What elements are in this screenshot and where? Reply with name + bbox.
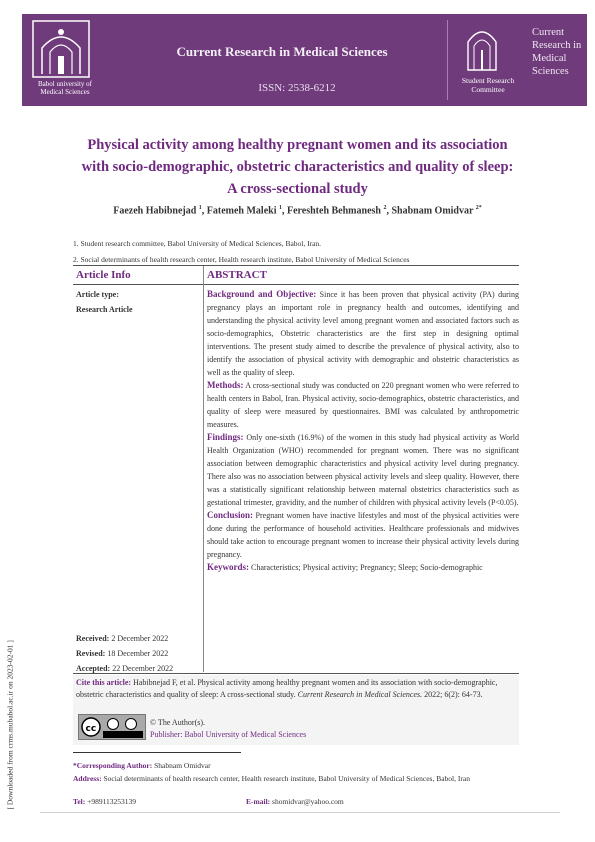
committee-logo-icon — [462, 20, 502, 72]
university-logo-icon — [30, 18, 92, 80]
tel-line: Tel: +989113253139 — [73, 797, 137, 806]
rule-head — [73, 284, 519, 285]
abstract-findings: Findings: Only one-sixth (16.9%) of the women in this study had physical activity as World Health Organization (WHO) recommended for pregnant women. There was no significant association between demographic characteristics and physical activity level during pregnancy. There also was no association between physical activity levels and sleep quality. However, there was a statistically significant relationship between maternal obstetrics characteristics such as gestational trimester, gravidity, and the number of children with physical activity levels (P<0.05). — [207, 432, 520, 507]
abstract-methods: Methods: A cross-sectional study was conducted on 220 pregnant women who were referred to health centers in Babol, Iran. Physical activity, socio-demographics, obstetric characteristics, and quality of sleep were measured by questionnaires. BMI was calculated by anthropometric measures. — [207, 380, 519, 429]
citation-text: Cite this article: Habibnejad F, et al. Physical activity among healthy pregnant women and its association with socio-demographic, obstetric characteristics and quality of sleep: A cross-sectional study. Current Research in Medical Sciences. 2022; 6(2): 64-73. — [76, 678, 498, 699]
page-bottom-rule — [40, 812, 560, 813]
article-type-label: Article type: — [76, 290, 119, 299]
email-link[interactable]: shomidvar@yahoo.com — [272, 797, 344, 806]
author: Fatemeh Maleki — [206, 205, 277, 217]
rule-bottom — [73, 673, 519, 674]
author: Faezeh Habibnejad — [113, 205, 197, 217]
article-type-value: Research Article — [76, 305, 133, 314]
download-note: [ Downloaded from crms.mubabol.ac.ir on 2023-02-01 ] — [5, 640, 15, 810]
received-date: Received: 2 December 2022 — [76, 634, 169, 643]
article-info-heading: Article Info — [76, 269, 131, 281]
column-divider — [203, 266, 204, 672]
footnote-rule — [73, 752, 241, 753]
journal-header — [22, 14, 587, 106]
abstract-background: Background and Objective: Since it has been proven that physical activity (PA) during pregnancy plays an important role in pregnancy health and outcomes, identifying and understanding the physical activity level among pregnant women and associated factors such as socio-demographics, Obstetric characteristics are the first step in designing optimal interventions. The present study aimed to describe the prevalence of physical activity, also to identify the association of physical activity with demographic and obstetric characteristics as well as the quality of sleep. — [207, 289, 520, 377]
author: Fereshteh Behmanesh — [286, 205, 381, 217]
author: Shabnam Omidvar — [391, 205, 474, 217]
journal-name-side: Current Research in Medical Sciences — [532, 27, 582, 77]
abstract-body — [207, 288, 519, 574]
affiliation-1: 1. Student research committee, Babol University of Medical Sciences, Babol, Iran. — [73, 239, 322, 248]
corresponding-author: *Corresponding Author: Shabnam Omidvar — [73, 761, 211, 770]
journal-issn: ISSN: 2538-6212 — [258, 82, 336, 94]
email-line: E-mail: shomidvar@yahoo.com — [246, 797, 344, 806]
author-list: Faezeh Habibnejad $^1$, Fatemeh Maleki $^1$, Fereshteh Behmanesh $^2$, Shabnam Omidvar $^{2*}$ — [113, 205, 482, 217]
address-line: Address: Social determinants of health research center, Health research institute, Babol University of Medical Sciences, Babol, Iran — [73, 774, 470, 783]
university-name: Babol university of Medical Sciences — [37, 80, 93, 96]
copyright-notice: © The Author(s). — [150, 718, 206, 727]
article-title: Physical activity among healthy pregnant women and its association with socio-demographic, obstetric characteristics and quality of sleep: A cross-sectional study — [81, 137, 514, 197]
svg-text:cc: cc — [85, 724, 97, 734]
publisher-line: Publisher: Babol University of Medical Sciences — [150, 730, 307, 739]
affiliation-2: 2. Social determinants of health research center, Health research institute, Babol University of Medical Sciences — [73, 255, 410, 264]
accepted-date: Accepted: 22 December 2022 — [76, 664, 174, 673]
abstract-keywords: Keywords: Characteristics; Physical activity; Pregnancy; Sleep; Socio-demographic — [207, 562, 483, 572]
revised-date: Revised: 18 December 2022 — [76, 649, 169, 658]
abstract-heading: ABSTRACT — [207, 269, 267, 281]
committee-name: Student Research Committee — [461, 76, 515, 94]
cc-license-icon[interactable] — [78, 714, 146, 740]
journal-title: Current Research in Medical Sciences — [176, 44, 388, 59]
rule-top — [73, 265, 519, 266]
abstract-conclusion: Conclusion: Pregnant women have inactive lifestyles and most of the physical activities were done during the performance of household activities. Healthcare professionals and midwives should take action to encourage pregnant women to increase their physical activity levels during pregnancy. — [207, 510, 520, 559]
